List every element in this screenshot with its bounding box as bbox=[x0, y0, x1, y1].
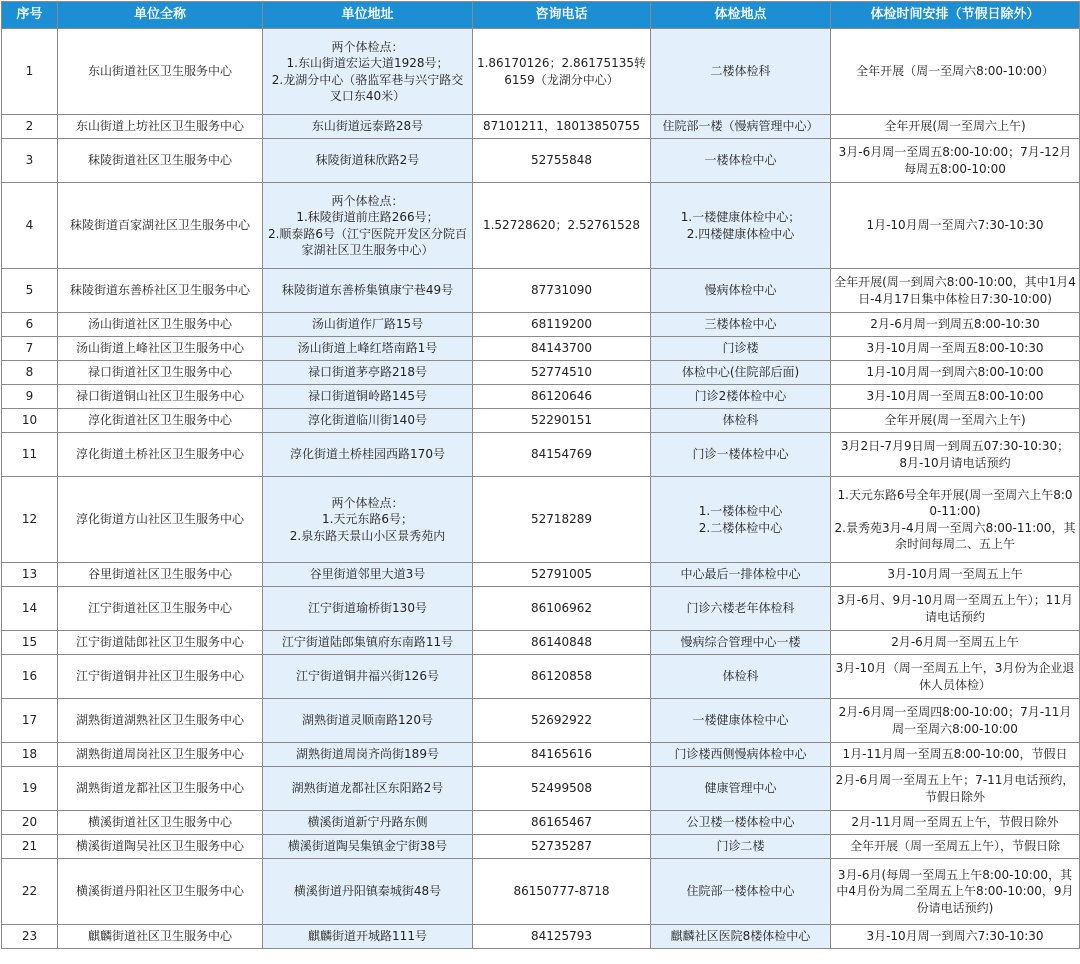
checkup-schedule-cell bbox=[831, 183, 1080, 269]
location-line: 三楼体检中心 bbox=[704, 317, 777, 332]
unit-address-cell bbox=[263, 183, 473, 269]
unit-name-cell: 禄口街道铜山社区卫生服务中心 bbox=[58, 385, 263, 409]
schedule-line: 全年开展（周一至周六8:00-10:00） bbox=[856, 64, 1054, 79]
unit-address-cell bbox=[263, 859, 473, 925]
serial-number-cell: 9 bbox=[2, 385, 58, 409]
schedule-line: 全年开展（周一至周五上午），节假日除 bbox=[849, 839, 1060, 854]
table-body bbox=[2, 29, 1080, 949]
schedule-line: 3月2日-7月9日周一到周五07:30-10:30； bbox=[840, 439, 1070, 454]
address-line: 横溪街道新宁丹路东侧 bbox=[307, 815, 428, 830]
phone-cell bbox=[473, 743, 651, 767]
serial-number-cell: 8 bbox=[2, 361, 58, 385]
checkup-schedule-cell bbox=[831, 313, 1080, 337]
phone-cell bbox=[473, 115, 651, 139]
serial-number-cell: 1 bbox=[2, 29, 58, 115]
address-line: 汤山街道作厂路15号 bbox=[311, 317, 424, 332]
phone-cell bbox=[473, 433, 651, 477]
serial-number-cell: 2 bbox=[2, 115, 58, 139]
unit-address-cell bbox=[263, 835, 473, 859]
table-row bbox=[2, 767, 1080, 811]
schedule-line: 3月-10月（周一至周五上午，3月份为企业退休人员体检） bbox=[835, 661, 1075, 692]
table-row bbox=[2, 699, 1080, 743]
table-row bbox=[2, 811, 1080, 835]
unit-name-cell: 东山街道上坊社区卫生服务中心 bbox=[58, 115, 263, 139]
phone-cell bbox=[473, 925, 651, 949]
address-line: 麒麟街道开城路111号 bbox=[308, 929, 427, 944]
location-line: 体检科 bbox=[722, 413, 759, 428]
schedule-line: 全年开展(周一到周六8:00-10:00，其中1月4日-4月17日集中体检日7:30-10:00) bbox=[834, 275, 1076, 306]
serial-number-cell: 10 bbox=[2, 409, 58, 433]
location-line: 1.一楼体检中心 bbox=[698, 504, 783, 519]
unit-name-cell: 湖熟街道湖熟社区卫生服务中心 bbox=[58, 699, 263, 743]
schedule-line: 3月-10月周一到周六7:30-10:30 bbox=[866, 929, 1044, 944]
checkup-location-cell bbox=[651, 409, 831, 433]
phone-number[interactable]: 84143700 bbox=[530, 341, 593, 356]
phone-number[interactable]: 86120646 bbox=[530, 389, 593, 404]
schedule-line: 3月-10月周一至周五上午 bbox=[887, 567, 1023, 582]
checkup-schedule-cell bbox=[831, 587, 1080, 631]
location-line: 中心最后一排体检中心 bbox=[680, 567, 801, 582]
phone-number[interactable]: 52692922 bbox=[530, 713, 593, 728]
checkup-schedule-cell bbox=[831, 115, 1080, 139]
phone-cell bbox=[473, 811, 651, 835]
checkup-schedule-cell bbox=[831, 385, 1080, 409]
serial-number-cell: 23 bbox=[2, 925, 58, 949]
checkup-schedule-cell bbox=[831, 699, 1080, 743]
header-row bbox=[2, 2, 1080, 29]
table-row bbox=[2, 477, 1080, 563]
address-line: 1.东山街道宏运大道1928号； bbox=[286, 56, 449, 71]
checkup-schedule-cell bbox=[831, 409, 1080, 433]
checkup-location-cell bbox=[651, 361, 831, 385]
location-line: 健康管理中心 bbox=[704, 781, 777, 796]
address-line: 2.泉东路天景山小区景秀苑内 bbox=[289, 528, 446, 543]
location-line: 门诊二楼 bbox=[716, 839, 765, 854]
phone-number[interactable]: 86140848 bbox=[530, 635, 593, 650]
serial-number-cell: 7 bbox=[2, 337, 58, 361]
address-line: 东山街道远泰路28号 bbox=[311, 119, 424, 134]
location-line: 一楼体检中心 bbox=[704, 153, 777, 168]
checkup-location-cell bbox=[651, 925, 831, 949]
phone-number[interactable]: 86150777-8718 bbox=[513, 884, 610, 899]
header-serial-number: 序号 bbox=[2, 2, 58, 29]
serial-number-cell: 12 bbox=[2, 477, 58, 563]
phone-number[interactable]: 52755848 bbox=[530, 153, 593, 168]
checkup-location-cell bbox=[651, 269, 831, 313]
checkup-schedule-cell bbox=[831, 743, 1080, 767]
unit-name-cell: 横溪街道社区卫生服务中心 bbox=[58, 811, 263, 835]
address-line: 汤山街道上峰红塔南路1号 bbox=[297, 341, 438, 356]
address-line: 横溪街道丹阳镇秦城街48号 bbox=[293, 884, 442, 899]
table-row bbox=[2, 337, 1080, 361]
checkup-schedule-cell bbox=[831, 859, 1080, 925]
unit-address-cell bbox=[263, 433, 473, 477]
unit-name-cell: 湖熟街道周岗社区卫生服务中心 bbox=[58, 743, 263, 767]
unit-address-cell bbox=[263, 743, 473, 767]
table-row bbox=[2, 563, 1080, 587]
unit-name-cell: 江宁街道社区卫生服务中心 bbox=[58, 587, 263, 631]
table-row bbox=[2, 587, 1080, 631]
phone-number[interactable]: 86165467 bbox=[530, 815, 593, 830]
unit-address-cell bbox=[263, 925, 473, 949]
phone-number[interactable]: 86120858 bbox=[530, 669, 593, 684]
serial-number-cell: 16 bbox=[2, 655, 58, 699]
address-line: 禄口街道铜岭路145号 bbox=[308, 389, 427, 404]
serial-number-cell: 5 bbox=[2, 269, 58, 313]
phone-number[interactable]: 84125793 bbox=[530, 929, 593, 944]
phone-number[interactable]: 1.52728620；2.52761528 bbox=[482, 218, 641, 233]
phone-number[interactable]: 52791005 bbox=[530, 567, 593, 582]
checkup-schedule-cell bbox=[831, 29, 1080, 115]
unit-name-cell: 秣陵街道百家湖社区卫生服务中心 bbox=[58, 183, 263, 269]
checkup-location-cell bbox=[651, 139, 831, 183]
phone-cell bbox=[473, 699, 651, 743]
phone-number[interactable]: 52290151 bbox=[530, 413, 593, 428]
serial-number-cell: 11 bbox=[2, 433, 58, 477]
phone-number[interactable]: 68119200 bbox=[530, 317, 593, 332]
schedule-line: 3月-6月、9月-10月周一至周五上午）；11月请电话预约 bbox=[836, 593, 1074, 624]
serial-number-cell: 6 bbox=[2, 313, 58, 337]
serial-number-cell: 13 bbox=[2, 563, 58, 587]
table-row bbox=[2, 925, 1080, 949]
checkup-schedule-cell bbox=[831, 139, 1080, 183]
location-line: 2.二楼体检中心 bbox=[698, 520, 783, 535]
table-row bbox=[2, 655, 1080, 699]
unit-name-cell: 谷里街道社区卫生服务中心 bbox=[58, 563, 263, 587]
schedule-line: 3月-10月周一至周五8:00-10:00 bbox=[866, 389, 1044, 404]
checkup-schedule-cell bbox=[831, 269, 1080, 313]
location-line: 门诊2楼体检中心 bbox=[694, 389, 787, 404]
checkup-location-cell bbox=[651, 115, 831, 139]
checkup-location-cell bbox=[651, 29, 831, 115]
address-line: 两个体检点： bbox=[331, 194, 404, 209]
checkup-location-cell bbox=[651, 433, 831, 477]
schedule-line: 3月-6月周一至周五8:00-10:00；7月-12月每周五8:00-10:00 bbox=[838, 145, 1072, 176]
location-line: 一楼健康体检中心 bbox=[692, 713, 789, 728]
unit-name-cell: 麒麟街道社区卫生服务中心 bbox=[58, 925, 263, 949]
unit-address-cell bbox=[263, 811, 473, 835]
schedule-line: 3月-6月(每周一至周五上午8:00-10:00，其中4月份为周二至周五上午8:00-10:00，9月份请电话预约) bbox=[836, 868, 1074, 915]
phone-number[interactable]: 52735287 bbox=[530, 839, 593, 854]
unit-name-cell: 江宁街道陆郎社区卫生服务中心 bbox=[58, 631, 263, 655]
header-checkup-location: 体检地点 bbox=[651, 2, 831, 29]
table-row bbox=[2, 29, 1080, 115]
table-row bbox=[2, 183, 1080, 269]
checkup-schedule-cell bbox=[831, 811, 1080, 835]
unit-address-cell bbox=[263, 655, 473, 699]
address-line: 湖熟街道周岗齐尚街189号 bbox=[296, 747, 439, 762]
unit-address-cell bbox=[263, 631, 473, 655]
unit-address-cell bbox=[263, 139, 473, 183]
table-row bbox=[2, 385, 1080, 409]
phone-number[interactable]: 84154769 bbox=[530, 447, 593, 462]
address-line: 两个体检点： bbox=[331, 40, 404, 55]
address-line: 湖熟街道龙都社区东阳路2号 bbox=[291, 781, 444, 796]
schedule-line: 8月-10月请电话预约 bbox=[899, 455, 1011, 470]
location-line: 2.四楼健康体检中心 bbox=[686, 226, 795, 241]
phone-cell bbox=[473, 563, 651, 587]
checkup-location-cell bbox=[651, 337, 831, 361]
schedule-line: 2月-11月周一至周五上午，节假日除外 bbox=[851, 815, 1059, 830]
checkup-schedule-cell bbox=[831, 477, 1080, 563]
address-line: 1.天元东路6号； bbox=[321, 512, 414, 527]
address-line: 两个体检点： bbox=[331, 496, 404, 511]
checkup-location-cell bbox=[651, 811, 831, 835]
address-line: 秣陵街道秣欣路2号 bbox=[315, 153, 420, 168]
table-row bbox=[2, 139, 1080, 183]
address-line: 1.秣陵街道前庄路266号； bbox=[296, 210, 439, 225]
location-line: 公卫楼一楼体检中心 bbox=[686, 815, 795, 830]
checkup-location-cell bbox=[651, 631, 831, 655]
unit-name-cell: 湖熟街道龙都社区卫生服务中心 bbox=[58, 767, 263, 811]
unit-address-cell bbox=[263, 699, 473, 743]
unit-name-cell: 横溪街道丹阳社区卫生服务中心 bbox=[58, 859, 263, 925]
checkup-location-cell bbox=[651, 587, 831, 631]
location-line: 二楼体检科 bbox=[710, 64, 771, 79]
phone-number[interactable]: 87731090 bbox=[530, 283, 593, 298]
schedule-line: 1月-11月周一至周五8:00-10:00，节假日 bbox=[842, 747, 1068, 762]
unit-name-cell: 淳化街道方山社区卫生服务中心 bbox=[58, 477, 263, 563]
header-unit-name: 单位全称 bbox=[58, 2, 263, 29]
unit-name-cell: 东山街道社区卫生服务中心 bbox=[58, 29, 263, 115]
serial-number-cell: 21 bbox=[2, 835, 58, 859]
unit-name-cell: 江宁街道铜井社区卫生服务中心 bbox=[58, 655, 263, 699]
checkup-schedule-cell bbox=[831, 433, 1080, 477]
phone-cell bbox=[473, 183, 651, 269]
table-row bbox=[2, 269, 1080, 313]
unit-address-cell bbox=[263, 269, 473, 313]
checkup-location-cell bbox=[651, 743, 831, 767]
schedule-line: 1月-10月周一至周六7:30-10:30 bbox=[866, 218, 1044, 233]
unit-name-cell: 汤山街道上峰社区卫生服务中心 bbox=[58, 337, 263, 361]
phone-cell bbox=[473, 269, 651, 313]
unit-name-cell: 秣陵街道社区卫生服务中心 bbox=[58, 139, 263, 183]
table-row bbox=[2, 835, 1080, 859]
address-line: 禄口街道茅亭路218号 bbox=[308, 365, 427, 380]
unit-name-cell: 汤山街道社区卫生服务中心 bbox=[58, 313, 263, 337]
phone-cell bbox=[473, 313, 651, 337]
unit-name-cell: 秣陵街道东善桥社区卫生服务中心 bbox=[58, 269, 263, 313]
phone-cell bbox=[473, 361, 651, 385]
table-row bbox=[2, 115, 1080, 139]
unit-name-cell: 横溪街道陶吴社区卫生服务中心 bbox=[58, 835, 263, 859]
phone-number[interactable]: 84165616 bbox=[530, 747, 593, 762]
checkup-schedule-cell bbox=[831, 925, 1080, 949]
table-row bbox=[2, 859, 1080, 925]
serial-number-cell: 19 bbox=[2, 767, 58, 811]
location-line: 住院部一楼（慢病管理中心） bbox=[662, 119, 819, 134]
address-line: 江宁街道铜井福兴街126号 bbox=[296, 669, 439, 684]
checkup-location-cell bbox=[651, 563, 831, 587]
schedule-line: 2月-6月周一至周五上午 bbox=[891, 635, 1019, 650]
unit-address-cell bbox=[263, 587, 473, 631]
unit-name-cell: 淳化街道土桥社区卫生服务中心 bbox=[58, 433, 263, 477]
checkup-location-cell bbox=[651, 835, 831, 859]
phone-number[interactable]: 52718289 bbox=[530, 512, 593, 527]
phone-cell bbox=[473, 139, 651, 183]
header-unit-address: 单位地址 bbox=[263, 2, 473, 29]
checkup-location-cell bbox=[651, 699, 831, 743]
schedule-line: 2.景秀苑3月-4月周一至周六8:00-11:00，其余时间每周二、五上午 bbox=[834, 520, 1076, 551]
address-line: 江宁街道瑜桥街130号 bbox=[308, 601, 427, 616]
phone-cell bbox=[473, 655, 651, 699]
unit-address-cell bbox=[263, 337, 473, 361]
schedule-line: 2月-6月周一到周五8:00-10:30 bbox=[870, 317, 1040, 332]
phone-number[interactable]: 52499508 bbox=[530, 781, 593, 796]
checkup-schedule-cell bbox=[831, 631, 1080, 655]
schedule-line: 全年开展(周一至周六上午) bbox=[884, 119, 1026, 134]
unit-address-cell bbox=[263, 29, 473, 115]
address-line: 2.顺泰路6号（江宁医院开发区分院百家湖社区卫生服务中心） bbox=[267, 226, 468, 257]
table-row bbox=[2, 409, 1080, 433]
phone-cell bbox=[473, 385, 651, 409]
address-line: 江宁街道陆郎集镇府东南路11号 bbox=[281, 635, 454, 650]
location-line: 门诊一楼体检中心 bbox=[692, 447, 789, 462]
schedule-line: 2月-6月周一至周五上午；7-11月电话预约，节假日除外 bbox=[835, 773, 1075, 804]
schedule-line: 全年开展(周一至周六上午) bbox=[884, 413, 1026, 428]
unit-name-cell: 禄口街道社区卫生服务中心 bbox=[58, 361, 263, 385]
checkup-location-cell bbox=[651, 385, 831, 409]
schedule-line: 1.天元东路6号全年开展(周一至周六上午8:00-11:00) bbox=[837, 488, 1073, 519]
serial-number-cell: 17 bbox=[2, 699, 58, 743]
location-line: 慢病综合管理中心一楼 bbox=[680, 635, 801, 650]
address-line: 横溪街道陶吴集镇金宁街38号 bbox=[287, 839, 448, 854]
checkup-schedule-cell bbox=[831, 563, 1080, 587]
serial-number-cell: 20 bbox=[2, 811, 58, 835]
checkup-location-cell bbox=[651, 767, 831, 811]
address-line: 湖熟街道灵顺南路120号 bbox=[302, 713, 433, 728]
phone-cell bbox=[473, 835, 651, 859]
checkup-schedule-cell bbox=[831, 835, 1080, 859]
unit-name-cell: 淳化街道社区卫生服务中心 bbox=[58, 409, 263, 433]
location-line: 体检中心(住院部后面) bbox=[681, 365, 800, 380]
location-line: 慢病体检中心 bbox=[704, 283, 777, 298]
unit-address-cell bbox=[263, 563, 473, 587]
location-line: 门诊六楼老年体检科 bbox=[686, 601, 795, 616]
location-line: 麒麟社区医院8楼体检中心 bbox=[670, 929, 811, 944]
table-row bbox=[2, 361, 1080, 385]
header-checkup-schedule: 体检时间安排（节假日除外） bbox=[831, 2, 1080, 29]
location-line: 住院部一楼体检中心 bbox=[686, 884, 795, 899]
address-line: 谷里街道邻里大道3号 bbox=[309, 567, 426, 582]
table-row bbox=[2, 743, 1080, 767]
serial-number-cell: 4 bbox=[2, 183, 58, 269]
phone-cell bbox=[473, 29, 651, 115]
phone-number[interactable]: 1.86170126；2.86175135转6159（龙湖分中心） bbox=[476, 56, 647, 87]
address-line: 秣陵街道东善桥集镇康宁巷49号 bbox=[281, 283, 454, 298]
location-line: 门诊楼 bbox=[722, 341, 759, 356]
table-row bbox=[2, 631, 1080, 655]
table-row bbox=[2, 313, 1080, 337]
checkup-schedule-cell bbox=[831, 655, 1080, 699]
schedule-line: 1月-10月周一到周六8:00-10:00 bbox=[866, 365, 1044, 380]
checkup-schedule-table bbox=[1, 1, 1080, 949]
checkup-schedule-cell bbox=[831, 337, 1080, 361]
schedule-line: 2月-6月周一至周四8:00-10:00；7月-11月周一至周六8:00-10:00 bbox=[838, 705, 1072, 736]
phone-cell bbox=[473, 859, 651, 925]
address-line: 2.龙湖分中心（骆监军巷与兴宁路交叉口东40米） bbox=[271, 72, 464, 103]
phone-cell bbox=[473, 631, 651, 655]
unit-address-cell bbox=[263, 361, 473, 385]
phone-cell bbox=[473, 767, 651, 811]
table-row bbox=[2, 433, 1080, 477]
serial-number-cell: 22 bbox=[2, 859, 58, 925]
address-line: 淳化街道土桥桂园西路170号 bbox=[290, 447, 445, 462]
address-line: 淳化街道临川街140号 bbox=[308, 413, 427, 428]
checkup-location-cell bbox=[651, 655, 831, 699]
checkup-location-cell bbox=[651, 859, 831, 925]
phone-cell bbox=[473, 587, 651, 631]
checkup-location-cell bbox=[651, 313, 831, 337]
phone-cell bbox=[473, 337, 651, 361]
unit-address-cell bbox=[263, 115, 473, 139]
serial-number-cell: 15 bbox=[2, 631, 58, 655]
checkup-location-cell bbox=[651, 477, 831, 563]
location-line: 1.一楼健康体检中心； bbox=[680, 210, 801, 225]
checkup-location-cell bbox=[651, 183, 831, 269]
table-header bbox=[2, 2, 1080, 29]
checkup-schedule-cell bbox=[831, 767, 1080, 811]
serial-number-cell: 14 bbox=[2, 587, 58, 631]
unit-address-cell bbox=[263, 767, 473, 811]
phone-cell bbox=[473, 477, 651, 563]
phone-number[interactable]: 87101211，18013850755 bbox=[482, 119, 641, 134]
serial-number-cell: 3 bbox=[2, 139, 58, 183]
unit-address-cell bbox=[263, 385, 473, 409]
header-phone: 咨询电话 bbox=[473, 2, 651, 29]
location-line: 体检科 bbox=[722, 669, 759, 684]
location-line: 门诊楼西侧慢病体检中心 bbox=[674, 747, 807, 762]
unit-address-cell bbox=[263, 409, 473, 433]
unit-address-cell bbox=[263, 477, 473, 563]
schedule-line: 3月-10月周一至周五8:00-10:30 bbox=[866, 341, 1044, 356]
phone-cell bbox=[473, 409, 651, 433]
phone-number[interactable]: 52774510 bbox=[530, 365, 593, 380]
serial-number-cell: 18 bbox=[2, 743, 58, 767]
checkup-schedule-cell bbox=[831, 361, 1080, 385]
unit-address-cell bbox=[263, 313, 473, 337]
phone-number[interactable]: 86106962 bbox=[530, 601, 593, 616]
